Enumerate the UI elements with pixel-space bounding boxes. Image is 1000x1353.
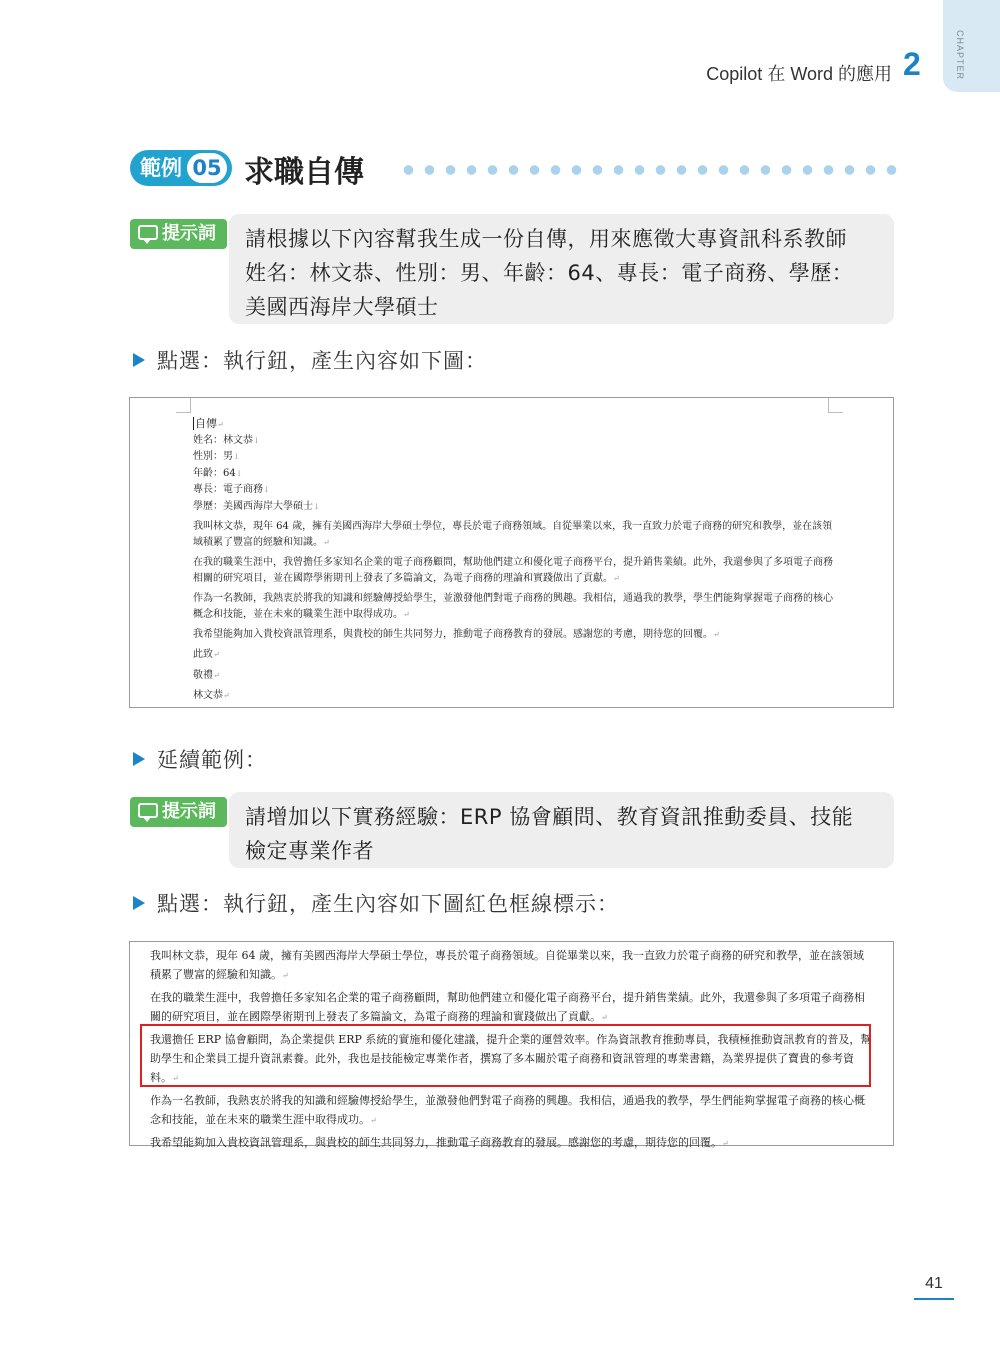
chapter-tab: [943, 0, 1000, 92]
example-number: 05: [187, 153, 227, 183]
prompt-text-1: 請根據以下內容幫我生成一份自傳，用來應徵大專資訊科系教師 姓名：林文恭、性別：男、年齡：64、專長：電子商務、學歷： 美國西海岸大學碩士: [245, 227, 854, 319]
prompt-label-text: 提示詞: [162, 223, 216, 244]
triangle-bullet-icon: [133, 896, 145, 910]
triangle-bullet-icon: [133, 353, 145, 367]
document-body-1: [193, 416, 833, 705]
doc-signature: 林文恭↵: [193, 690, 230, 701]
margin-corner-right: [828, 398, 843, 413]
prompt-text-2: 請增加以下實務經驗：ERP 協會顧問、教育資訊推動委員、技能 檢定專業作者: [245, 805, 854, 863]
doc-paragraph: 我叫林文恭，現年 64 歲，擁有美國西海岸大學碩士學位，專長於電子商務領域。自從畢業以來，我一直致力於電子商務的研究和教學，並在該領域積累了豐富的經驗和知識。↵: [150, 949, 864, 981]
doc-closing: 此致↵: [193, 649, 220, 660]
word-document-screenshot-2: [129, 941, 894, 1149]
triangle-bullet-icon: [133, 752, 145, 766]
highlight-red-frame: [140, 1024, 871, 1087]
prompt-label: [130, 797, 227, 827]
prompt-label-text: 提示詞: [162, 801, 216, 822]
doc-field: 年齡：64↓: [193, 467, 243, 479]
doc-paragraph: 我希望能夠加入貴校資訊管理系，與貴校的師生共同努力，推動電子商務教育的發展。感謝您的考慮，期待您的回覆。↵: [193, 629, 720, 640]
doc-paragraph: 我叫林文恭，現年 64 歲，擁有美國西海岸大學碩士學位，專長於電子商務領域。自從畢業以來，我一直致力於電子商務的研究和教學，並在該領域積累了豐富的經驗和知識。↵: [193, 521, 833, 548]
doc-title: 自傳↵: [195, 417, 224, 430]
doc-closing: 敬禮↵: [193, 669, 220, 681]
step-instruction-3: [133, 888, 619, 918]
page-number-rule: [914, 1298, 954, 1300]
doc-field: 學歷：美國西海岸大學碩士↓: [193, 500, 320, 512]
prompt-label: [130, 219, 227, 249]
doc-field: 專長：電子商務↓: [193, 484, 270, 495]
chapter-label: CHAPTER: [955, 30, 965, 81]
doc-paragraph: 作為一名教師，我熱衷於將我的知識和經驗傳授給學生，並激發他們對電子商務的興趣。我相信，通過我的教學，學生們能夠掌握電子商務的核心概念和技能，並在未來的職業生涯中取得成功。↵: [193, 593, 833, 620]
doc-paragraph: 我希望能夠加入貴校資訊管理系，與貴校的師生共同努力，推動電子商務教育的發展。感謝您的考慮，期待您的回覆。↵: [150, 1136, 729, 1149]
prompt-box-1: [229, 214, 894, 324]
chat-bubble-icon: [138, 803, 158, 818]
step-text-3: 點選：執行鈕，產生內容如下圖紅色框線標示：: [157, 892, 619, 916]
page-number: 41: [925, 1275, 943, 1292]
step-text-2: 延續範例：: [157, 748, 267, 772]
doc-paragraph-added: 我還擔任 ERP 協會顧問，為企業提供 ERP 系統的實施和優化建議，提升企業的運營效率。作為資訊教育推動專員，我積極推動資訊教育的普及，幫助學生和企業員工提升資訊素養。此外，我也是技能檢定專業作者，撰寫了多本關於電子商務和資訊管理的專業書籍，為業界提供了寶貴的參考資料。↵: [150, 1033, 872, 1084]
doc-field: 性別：男↓: [193, 451, 240, 462]
step-text-1: 點選：執行鈕，產生內容如下圖：: [157, 349, 487, 373]
doc-paragraph: 在我的職業生涯中，我曾擔任多家知名企業的電子商務顧問，幫助他們建立和優化電子商務平台，提升銷售業績。此外，我還參與了多項電子商務相關的研究項目，並在國際學術期刊上發表了多篇論文，為電子商務的理論和實踐做出了貢獻。↵: [193, 557, 833, 584]
step-instruction-2: [133, 744, 267, 774]
dotted-divider: [398, 165, 898, 175]
word-document-screenshot-1: [129, 397, 894, 708]
example-title: 求職自傳: [244, 155, 364, 190]
chat-bubble-icon: [138, 225, 158, 240]
doc-paragraph: 作為一名教師，我熱衷於將我的知識和經驗傳授給學生，並激發他們對電子商務的興趣。我相信，通過我的教學，學生們能夠掌握電子商務的核心概念和技能，並在未來的職業生涯中取得成功。↵: [150, 1094, 865, 1126]
step-instruction-1: [133, 345, 487, 375]
doc-paragraph: 在我的職業生涯中，我曾擔任多家知名企業的電子商務顧問，幫助他們建立和優化電子商務平台，提升銷售業績。此外，我還參與了多項電子商務相關的研究項目，並在國際學術期刊上發表了多篇論文，為電子商務的理論和實踐做出了貢獻。↵: [150, 991, 865, 1023]
example-badge-label: 範例: [140, 156, 182, 180]
running-title: Copilot 在 Word 的應用: [706, 64, 892, 84]
doc-field: 姓名：林文恭↓: [193, 434, 260, 446]
prompt-box-2: [229, 792, 894, 868]
chapter-number: 2: [903, 46, 921, 82]
margin-corner-left: [176, 398, 191, 413]
example-badge: [130, 150, 232, 186]
